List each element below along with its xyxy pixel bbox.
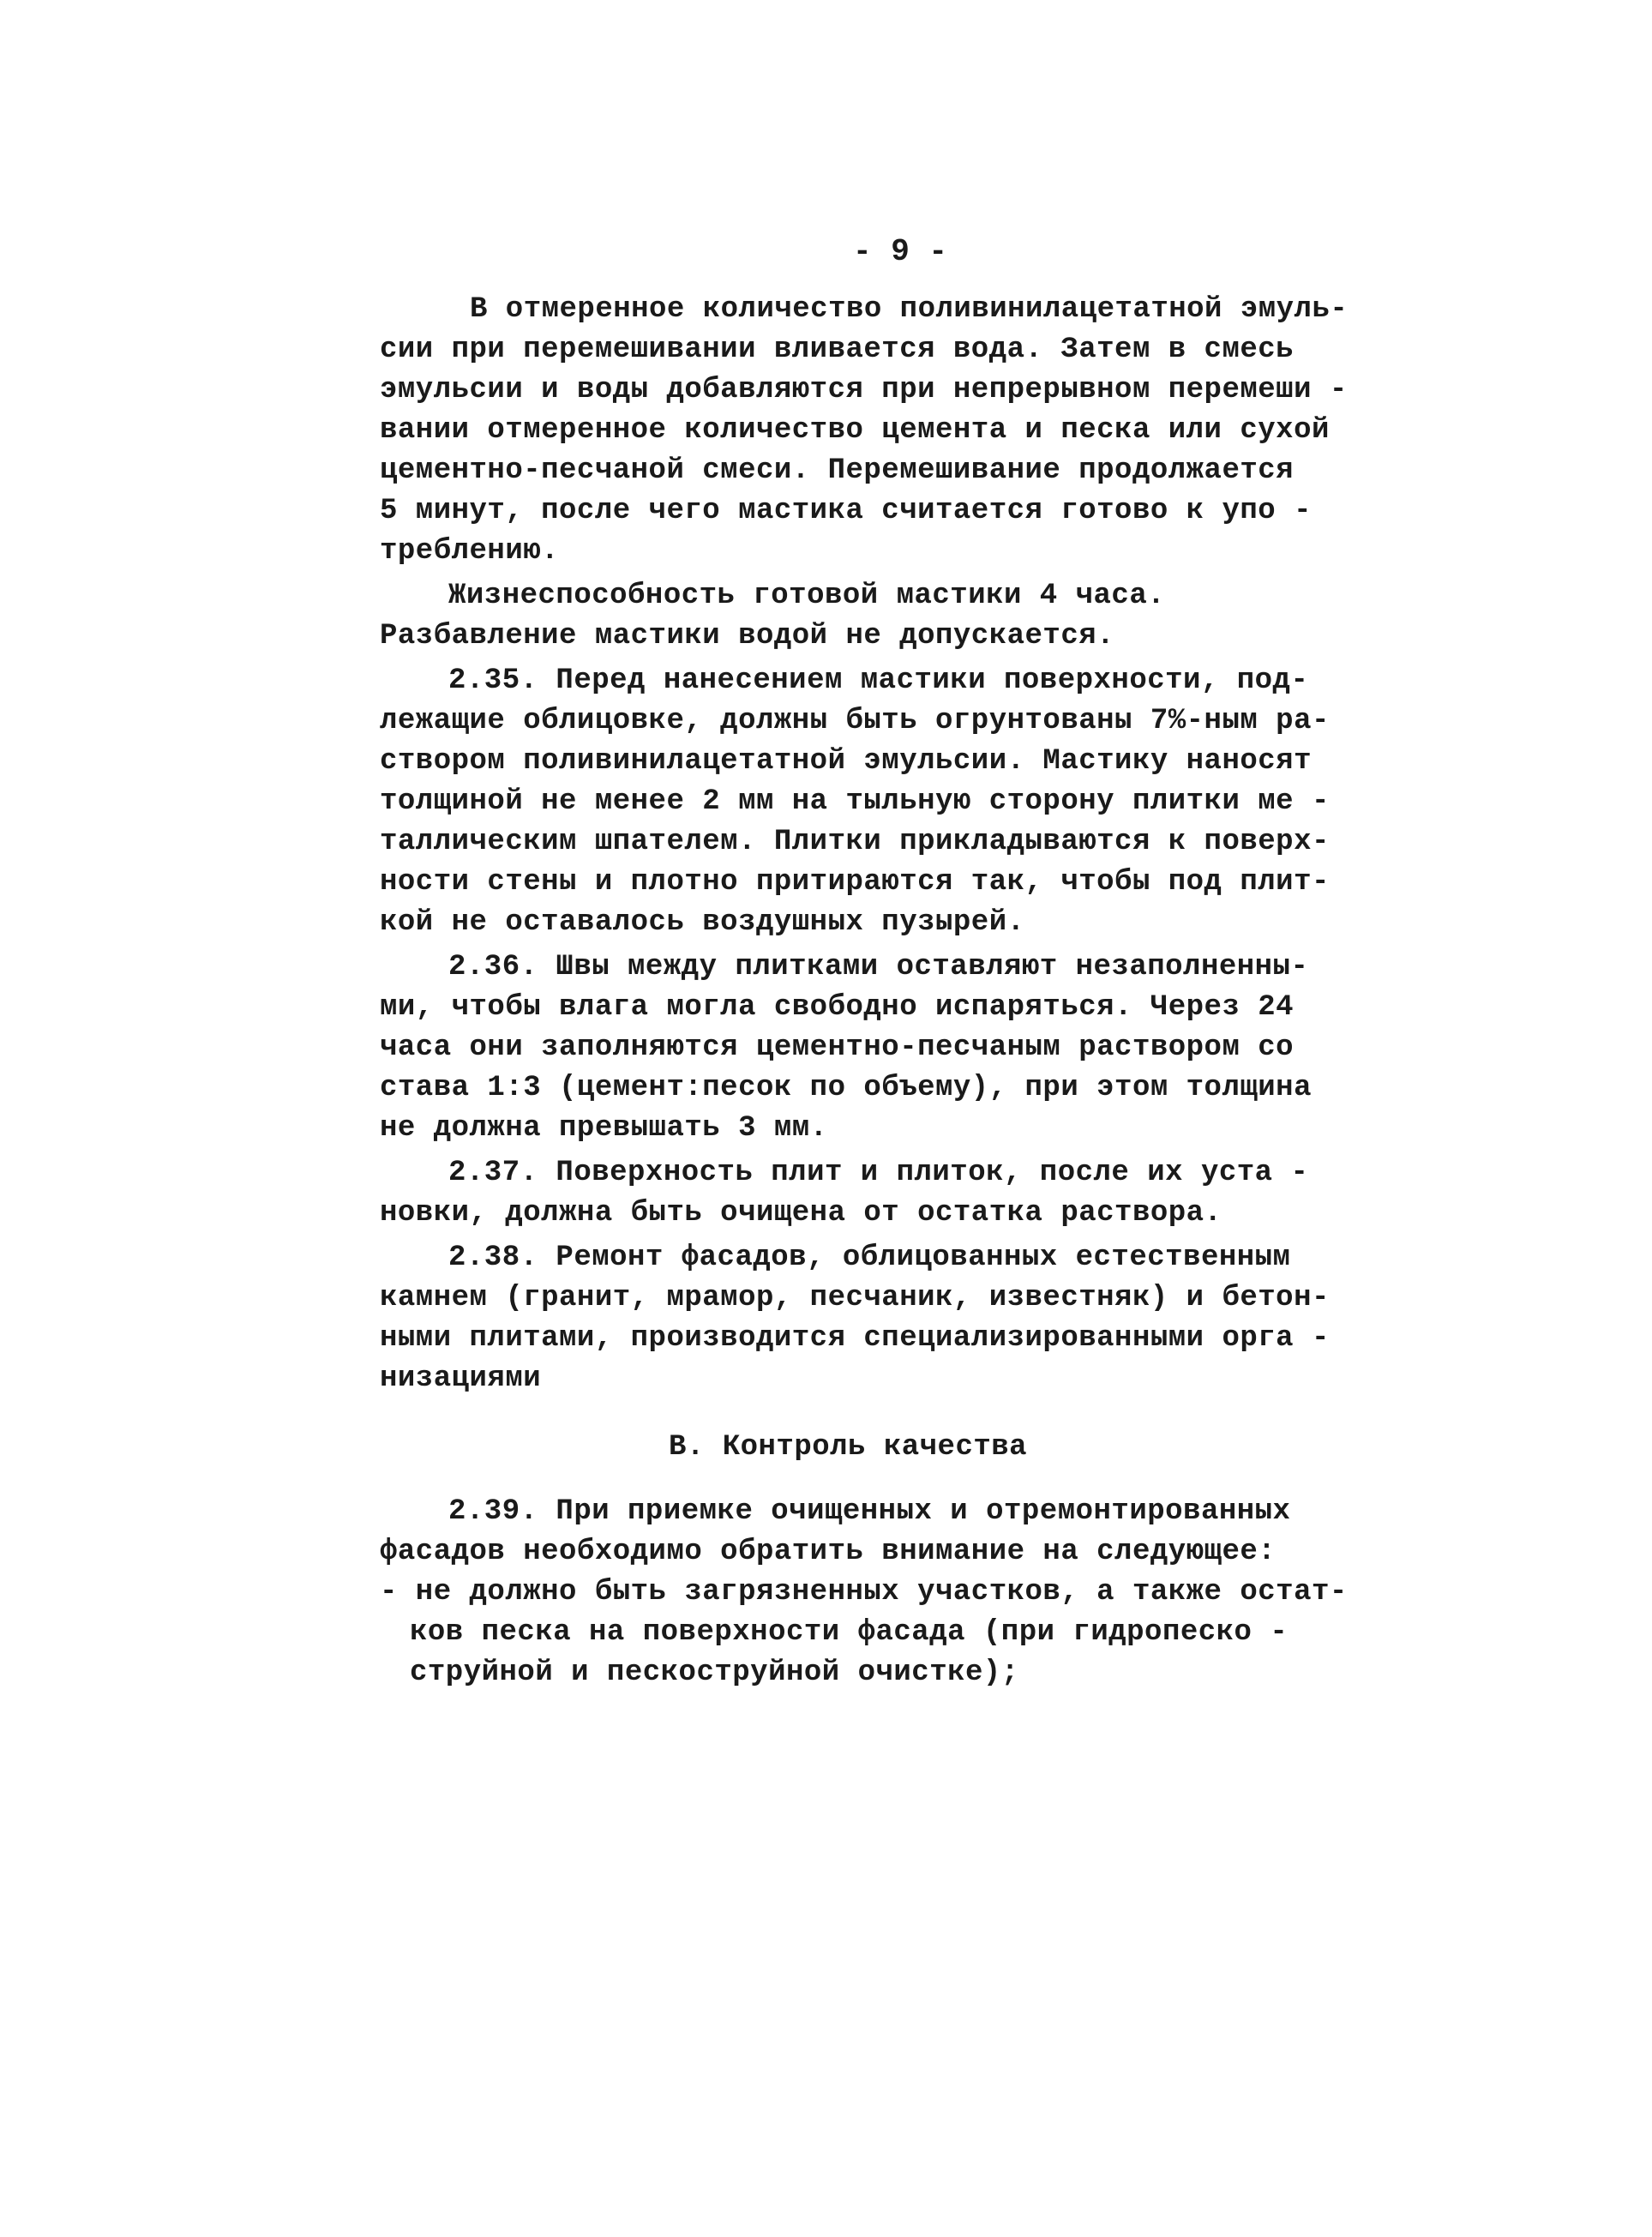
text-line: часа они заполняются цементно-песчаным раствором со [380, 1031, 1295, 1064]
text-line: 2.39. При приемке очищенных и отремонтированных [448, 1495, 1291, 1528]
section-heading: В. Контроль качества [669, 1431, 1028, 1464]
text-line: створом поливинилацетатной эмульсии. Мастику наносят [380, 745, 1312, 778]
list-item-continuation: струйной и пескоструйной очистке); [410, 1657, 1019, 1689]
text-line: цементно-песчаной смеси. Перемешивание продолжается [380, 454, 1295, 487]
text-line: става 1:3 (цемент:песок по объему), при этом толщина [380, 1072, 1312, 1104]
text-line: ности стены и плотно притираются так, чтобы под плит- [380, 866, 1330, 899]
text-line: сии при перемешивании вливается вода. Затем в смесь [380, 334, 1295, 366]
text-line: толщиной не менее 2 мм на тыльную сторону плитки ме - [380, 785, 1330, 818]
text-line: фасадов необходимо обратить внимание на следующее: [380, 1536, 1277, 1568]
text-line: не должна превышать 3 мм. [380, 1112, 828, 1145]
text-line: эмульсии и воды добавляются при непрерывном перемеши - [380, 374, 1348, 406]
text-line: лежащие облицовке, должны быть огрунтованы 7%-ным ра- [380, 705, 1330, 737]
text-line: треблению. [380, 535, 560, 568]
text-line: ными плитами, производится специализированными орга - [380, 1322, 1330, 1355]
text-line: 2.38. Ремонт фасадов, облицованных естественным [448, 1242, 1291, 1274]
text-line: 2.37. Поверхность плит и плиток, после их уста - [448, 1157, 1309, 1189]
text-line: кой не оставалось воздушных пузырей. [380, 906, 1025, 939]
text-line: вании отмеренное количество цемента и песка или сухой [380, 414, 1330, 447]
text-line: Разбавление мастики водой не допускается. [380, 620, 1115, 652]
text-line: камнем (гранит, мрамор, песчаник, известняк) и бетон- [380, 1282, 1330, 1314]
text-line: низациями [380, 1362, 542, 1395]
text-line: таллическим шпателем. Плитки прикладываются к поверх- [380, 826, 1330, 858]
text-line: 2.35. Перед нанесением мастики поверхности, под- [448, 664, 1309, 697]
text-line: ми, чтобы влага могла свободно испаряться. Через 24 [380, 991, 1295, 1024]
list-item: - не должно быть загрязненных участков, а также остат- [380, 1576, 1348, 1609]
text-line: 2.36. Швы между плитками оставляют незаполненны- [448, 951, 1309, 983]
list-item-continuation: ков песка на поверхности фасада (при гидропеско - [410, 1616, 1289, 1649]
text-line: новки, должна быть очищена от остатка раствора. [380, 1197, 1222, 1230]
page-number: - 9 - [853, 234, 948, 269]
text-line: 5 минут, после чего мастика считается готово к упо - [380, 495, 1312, 527]
text-line: В отмеренное количество поливинилацетатной эмуль- [470, 293, 1349, 326]
text-line: Жизнеспособность готовой мастики 4 часа. [448, 580, 1166, 612]
